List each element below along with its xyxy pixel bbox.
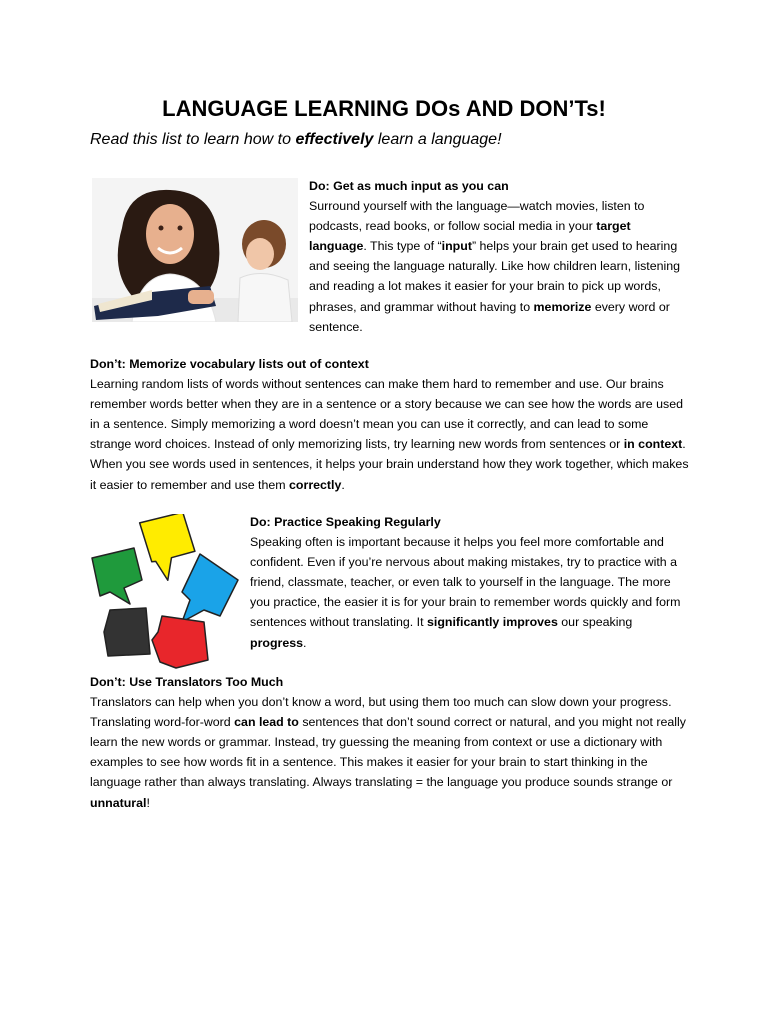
section-body bbox=[250, 532, 690, 653]
emphasized-text: unnatural bbox=[90, 795, 147, 810]
woman-and-child-reading-photo bbox=[92, 178, 298, 322]
section-speaking bbox=[250, 512, 690, 653]
section-heading: Do: Practice Speaking Regularly bbox=[250, 515, 441, 529]
emphasized-text: memorize bbox=[533, 299, 592, 314]
section-body bbox=[309, 196, 687, 337]
section-body bbox=[90, 692, 690, 813]
body-text: Translators can help when you don’t know a word, but using them too much can slow down your progress. Translating word-for-word bbox=[90, 695, 672, 730]
body-text: . When you see words used in sentences, it helps your brain understand how they work together, which makes it easier to remember and use them bbox=[90, 437, 689, 492]
section-vocabulary bbox=[90, 354, 690, 495]
emphasized-text: can lead to bbox=[234, 715, 299, 730]
page-title: LANGUAGE LEARNING DOs AND DON’Ts! bbox=[162, 96, 606, 121]
body-text: every word or sentence. bbox=[309, 299, 670, 334]
subtitle-text-after: learn a language! bbox=[373, 131, 502, 148]
section-heading: Don’t: Memorize vocabulary lists out of context bbox=[90, 357, 369, 371]
body-text: Learning random lists of words without sentences can make them hard to remember and use. Our brains remember words better when they are in a sentence or a story because we can see how the words are used in a sentence. Simply memorizing a word doesn’t mean you can use it correctly, and can lead to some strange word choices. Instead of only memorizing lists, try learning new words from sentences or bbox=[90, 377, 684, 452]
section-body bbox=[90, 374, 690, 495]
body-text: . bbox=[341, 477, 345, 492]
section-heading: Don’t: Use Translators Too Much bbox=[90, 675, 284, 689]
emphasized-text: correctly bbox=[289, 477, 342, 492]
body-text: our speaking bbox=[557, 615, 633, 630]
emphasized-text: target language bbox=[309, 219, 631, 254]
emphasized-text: progress bbox=[250, 635, 304, 650]
subtitle-text-before: Read this list to learn how to bbox=[90, 131, 296, 148]
body-text: . bbox=[303, 635, 307, 650]
body-text: ! bbox=[146, 795, 150, 810]
body-text: Surround yourself with the language—watch movies, listen to podcasts, read books, or follow social media in your bbox=[309, 199, 645, 234]
body-text: ” helps your brain get used to hearing and seeing the language naturally. Like how children learn, listening and reading a lot makes it easier for your brain to pick up words, phrases, and grammar without having to bbox=[309, 239, 681, 314]
speech-bubbles-icon bbox=[90, 514, 240, 670]
emphasized-text: in context bbox=[623, 437, 683, 452]
emphasized-text: significantly improves bbox=[427, 615, 558, 630]
section-heading: Do: Get as much input as you can bbox=[309, 179, 509, 193]
subtitle-emphasis: effectively bbox=[295, 131, 374, 148]
page-subtitle bbox=[90, 131, 710, 149]
body-text: sentences that don’t sound correct or natural, and you might not really learn the new words or grammar. Instead, try guessing the meaning from context or use a dictionary with examples to see how words fit in a sentence. This makes it easier for your brain to start thinking in the language rather than always translating. Always translating = the language you produce sounds strange or bbox=[90, 715, 686, 790]
emphasized-text: input bbox=[441, 239, 472, 254]
body-text: . This type of “ bbox=[363, 239, 442, 254]
section-translators bbox=[90, 672, 690, 813]
body-text: Speaking often is important because it helps you feel more comfortable and confident. Even if you’re nervous about making mistakes, try to practice with a friend, classmate, teacher, or even talk to yourself in the language. The more you practice, the easier it is for your brain to remember words quickly and form sentences without translating. It bbox=[250, 535, 681, 630]
section-input bbox=[309, 176, 687, 337]
